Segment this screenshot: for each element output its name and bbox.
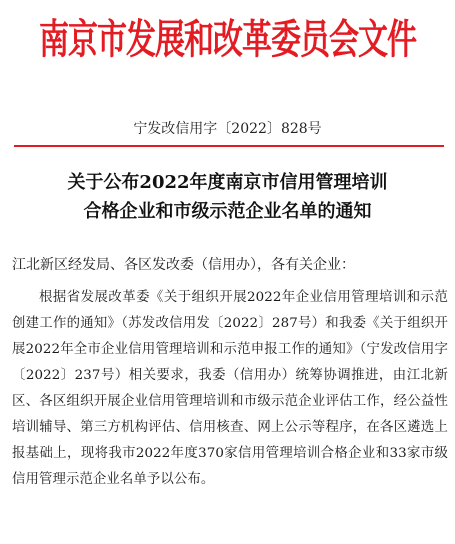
- body-paragraph: 根据省发展改革委《关于组织开展2022年企业信用管理培训和示范创建工作的通知》（苏发改信用发〔2022〕287号）和我委《关于组织开展2022年全市企业信用管理培训和示范申报工作的通知》（宁发改信用字〔2022〕237号）相关要求，我委（信用办）统筹协调推进，由江北新区、各区组织开展企业信用管理培训和市级示范企业评估工作，经公益性培训辅导、第三方机构评估、信用核查、网上公示等程序，在各区遴选上报基础上，现将我市2022年度370家信用管理培训合格企业和33家市级信用管理示范企业名单予以公布。: [12, 290, 448, 487]
- issuer-banner: 南京市发展和改革委员会文件: [39, 16, 416, 64]
- salutation: 江北新区经发局、各区发改委（信用办），各有关企业：: [12, 257, 355, 273]
- document-title-line-1: 关于公布2022年度南京市信用管理培训: [67, 172, 388, 193]
- red-divider-line: [14, 145, 444, 147]
- document-number: 宁发改信用字〔2022〕828号: [133, 121, 322, 137]
- document-title-line-2: 合格企业和市级示范企业名单的通知: [83, 201, 372, 222]
